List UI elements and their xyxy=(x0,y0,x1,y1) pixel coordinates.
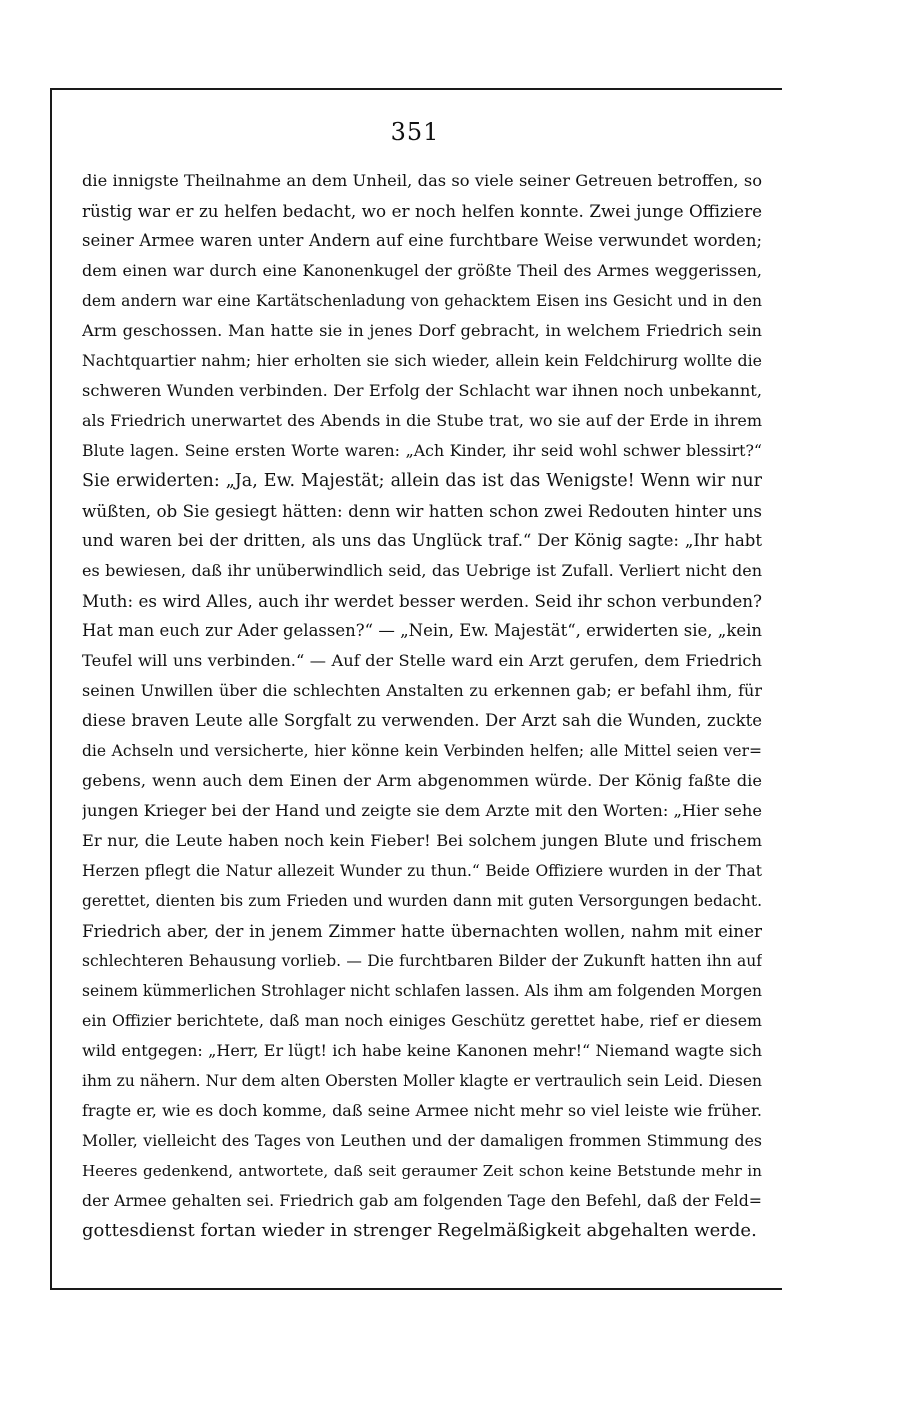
text-line: als Friedrich unerwartet des Abends in die Stube trat, wo sie auf der Erde in ihrem xyxy=(82,411,762,430)
text-line: die Achseln und versicherte, hier könne kein Verbinden helfen; alle Mittel seien ver= xyxy=(82,742,762,760)
text-line: schlechteren Behausung vorlieb. — Die furchtbaren Bilder der Zukunft hatten ihn auf xyxy=(82,952,762,970)
text-line: Er nur, die Leute haben noch kein Fieber! Bei solchem jungen Blute und frischem xyxy=(82,831,762,850)
text-line: der Armee gehalten sei. Friedrich gab am folgenden Tage den Befehl, daß der Feld= xyxy=(82,1191,762,1210)
text-line: wild entgegen: „Herr, Er lügt! ich habe keine Kanonen mehr!“ Niemand wagte sich xyxy=(82,1041,762,1060)
text-line: Herzen pflegt die Natur allezeit Wunder zu thun.“ Beide Offiziere wurden in der That xyxy=(82,862,762,880)
text-line: rüstig war er zu helfen bedacht, wo er noch helfen konnte. Zwei junge Offiziere xyxy=(82,201,762,221)
text-line: seiner Armee waren unter Andern auf eine furchtbare Weise verwundet worden; xyxy=(82,231,762,250)
text-line: Sie erwiderten: „Ja, Ew. Majestät; allein das ist das Wenigste! Wenn wir nur xyxy=(82,471,762,491)
text-line: und waren bei der dritten, als uns das Unglück traf.“ Der König sagte: „Ihr habt xyxy=(82,531,762,550)
text-line: es bewiesen, daß ihr unüberwindlich seid, das Uebrige ist Zufall. Verliert nicht den xyxy=(82,561,762,580)
text-line: seinen Unwillen über die schlechten Anstalten zu erkennen gab; er befahl ihm, für xyxy=(82,681,762,700)
text-line: gerettet, dienten bis zum Frieden und wurden dann mit guten Versorgungen bedacht. xyxy=(82,892,762,910)
text-line: Nachtquartier nahm; hier erholten sie sich wieder, allein kein Feldchirurg wollte die xyxy=(82,351,762,370)
text-line: seinem kümmerlichen Strohlager nicht schlafen lassen. Als ihm am folgenden Morgen xyxy=(82,982,762,1000)
text-line: Moller, vielleicht des Tages von Leuthen und der damaligen frommen Stimmung des xyxy=(82,1131,762,1150)
text-line: Heeres gedenkend, antwortete, daß seit geraumer Zeit schon keine Betstunde mehr in xyxy=(82,1162,762,1180)
text-line: jungen Krieger bei der Hand und zeigte sie dem Arzte mit den Worten: „Hier sehe xyxy=(82,801,762,820)
text-line: dem einen war durch eine Kanonenkugel der größte Theil des Armes weggerissen, xyxy=(82,261,762,280)
text-line: wüßten, ob Sie gesiegt hätten: denn wir hatten schon zwei Redouten hinter uns xyxy=(82,501,762,521)
text-line: Muth: es wird Alles, auch ihr werdet besser werden. Seid ihr schon verbunden? xyxy=(82,591,762,611)
text-line: dem andern war eine Kartätschenladung von gehacktem Eisen ins Gesicht und in den xyxy=(82,292,762,310)
text-line: gebens, wenn auch dem Einen der Arm abgenommen würde. Der König faßte die xyxy=(82,771,762,790)
text-line: fragte er, wie es doch komme, daß seine Armee nicht mehr so viel leiste wie früher. xyxy=(82,1101,762,1120)
text-line: schweren Wunden verbinden. Der Erfolg der Schlacht war ihnen noch unbekannt, xyxy=(82,381,762,400)
text-line: Friedrich aber, der in jenem Zimmer hatte übernachten wollen, nahm mit einer xyxy=(82,921,762,941)
text-line: Blute lagen. Seine ersten Worte waren: „Ach Kinder, ihr seid wohl schwer blessirt?“ xyxy=(82,441,762,460)
text-line: gottesdienst fortan wieder in strenger Regelmäßigkeit abgehalten werde. xyxy=(82,1220,757,1241)
text-line: Hat man euch zur Ader gelassen?“ — „Nein, Ew. Majestät“, erwiderten sie, „kein xyxy=(82,621,762,640)
text-line: Teufel will uns verbinden.“ — Auf der Stelle ward ein Arzt gerufen, dem Friedrich xyxy=(82,651,762,670)
page-number: 351 xyxy=(390,118,440,146)
text-line: ihm zu nähern. Nur dem alten Obersten Moller klagte er vertraulich sein Leid. Diesen xyxy=(82,1072,762,1090)
text-line: Arm geschossen. Man hatte sie in jenes Dorf gebracht, in welchem Friedrich sein xyxy=(82,321,762,340)
text-line: die innigste Theilnahme an dem Unheil, das so viele seiner Getreuen betroffen, so xyxy=(82,171,762,190)
text-line: diese braven Leute alle Sorgfalt zu verwenden. Der Arzt sah die Wunden, zuckte xyxy=(82,711,762,730)
text-line: ein Offizier berichtete, daß man noch einiges Geschütz gerettet habe, rief er diesem xyxy=(82,1011,762,1030)
body-text xyxy=(82,166,762,1246)
